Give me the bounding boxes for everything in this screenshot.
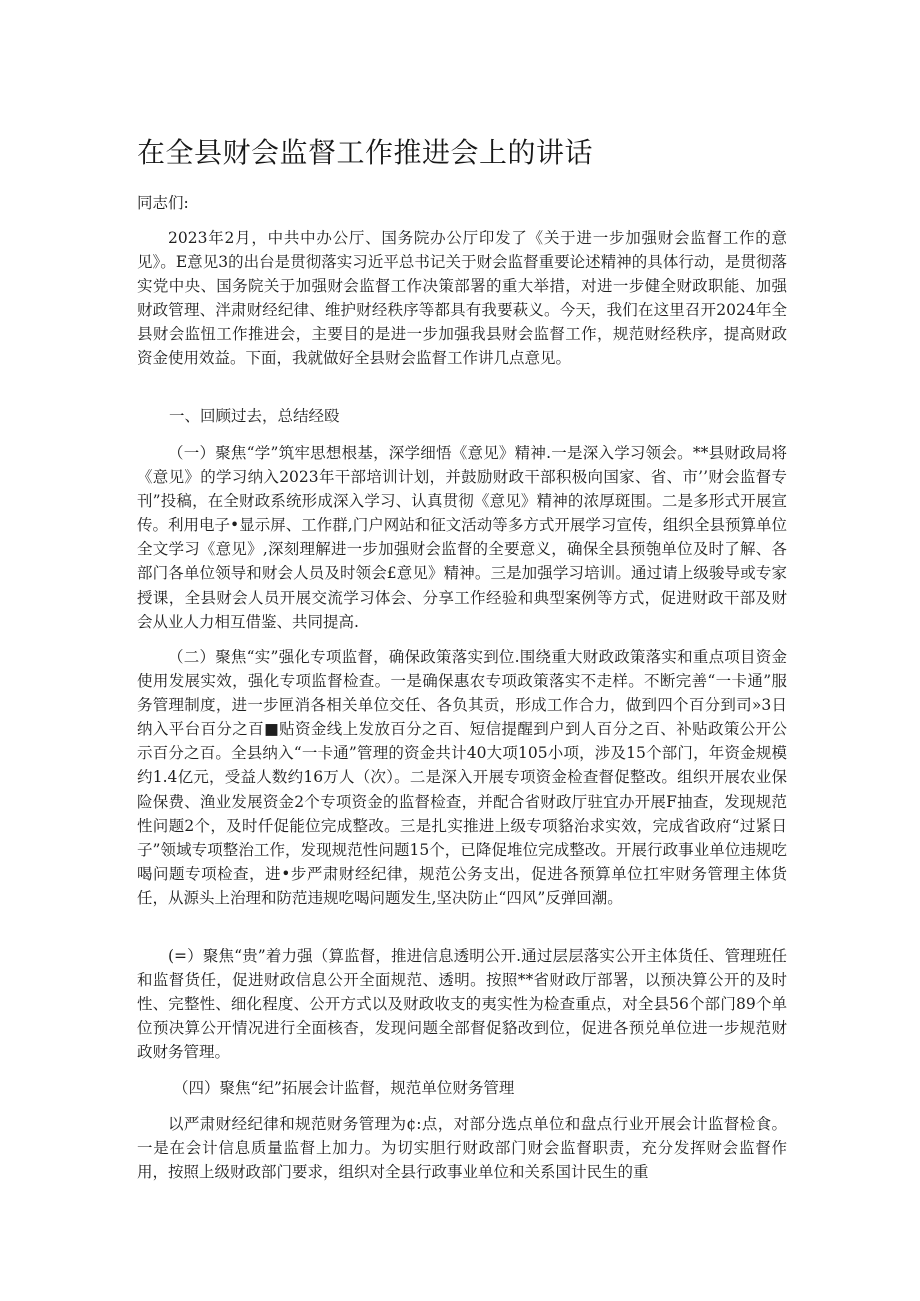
salutation: 同志们: [137,194,189,212]
paragraph-study: （一）聚焦“学”筑牢思想根基，深学细悟《意见》精神.一是深入学习领会。**县财政局将《意见》的学习纳入2023年干部培训计划，并鼓励财政干部积极向国家、省、市’’财会监督专刊”投稿，在全财政系统形成深入学习、认真贯彻《意见》精神的浓厚斑围。二是多形式开展宣传。利用电子•显示屏、工作群,门户网站和征文活动等多方式开展学习宣传，组织全县预算单位全文学习《意见》,深刻理解进一步加强财会监督的全要意义，确保全县预匏单位及时了解、各部门各单位领导和财会人员及时领会£意见》精神。三是加强学习培训。通过请上级骏导或专家授课，全县财会人员开展交流学习体会、分享工作经验和典型案例等方式，促进财政干部及财会从业人力相互借鉴、共同提高. [137,444,787,631]
subsection-heading-accounting: （四）聚焦“纪”拓展会计监督，规范单位财务管理 [173,1079,515,1097]
section-heading-review: 一、回顾过去，总结经殴 [169,407,340,425]
intro-paragraph: 2023年2月，中共中办公厅、国务院办公厅印发了《关于进一步加强财会监督工作的意见》。E意见3的出台是贯彻落实习近平总书记关于财会监督重要论述精神的具体行动，是贯彻落实党中央、国务院关于加强财会监督工作决策部署的重大举措，对进一步健全财政职能、加强财政管理、泮肃财经纪律、维护财经秩序等都具有我要萩义。今天，我们在这里召开2024年全县财会监忸工作推进会，主要目的是进一步加强我县财会监督工作，规范财经秩序，提高财政资金使用效益。下面，我就做好全县财会监督工作讲几点意见。 [137,229,787,368]
paragraph-accounting-supervision: 以严肃财经纪律和规范财务管理为¢:点，对部分选点单位和盘点行业开展会计监督检食。一是在会计信息质量监督上加力。为切实胆行财政部门财会监督职责，充分发挥财会监督作用，按照上级财政部门要求，组织对全县行政事业单位和关系国计民生的重 [137,1115,787,1182]
page-title: 在全县财会监督工作推进会上的讲话 [137,136,594,169]
paragraph-transparency: (=）聚焦“贵”着力强（算监督，推进信息透明公开.通过层层落实公开主体货任、管理班任和监督货任，促进财政信息公开全面规范、透明。按照**省财政厅部署，以预决算公开的及时性、完整性、细化程度、公开方式以及财政收支的夷实性为检查重点，对全县56个部门89个单位预决算公开情况进行全面核杳，发现问题全部督促貉改到位，促进各预兑单位进一步规范财政财务管理。 [137,947,787,1062]
paragraph-special-supervision: （二）聚焦“实”强化专项监督，确保政策落实到位.围绕重大财政政策落实和重点项目资金使用发展实效，强化专项监督检查。一是确保惠农专项政策落实不走样。不断完善“一卡通”服务管理制度，进一步匣消各相关单位交任、各负其贡，形成工作合力，做到四个百分到司»3日纳入平台百分之百■贴资金线上发放百分之百、短信提醒到户到人百分之百、补贴政策公开公示百分之百。全县纳入“一卡通”管理的资金共计40大项105小项，涉及15个部门，年资金规模约1.4亿元，受益人数约16万人（次）。二是深入开展专项资金检查督促整改。组织开展农业保险保费、渔业发展资金2个专项资金的监督检查，并配合省财政厅驻宜办开展F抽查，发现规范性问题2个，及时仟促能位完成整改。三是扎实推进上级专项貉治求实效，完成省政府“过紧日子”领域专项整治工作，发现规范性问题15个，已降促堆位完成整改。开展行政事业单位违规吃喝问题专项检查，进•步严肃财经纪律，规范公务支出，促进各预算单位扛牢财务管理主体货任，从源头上治理和防范违规吃喝问题发生,坚决防止“四风”反弹回潮。 [137,648,787,907]
